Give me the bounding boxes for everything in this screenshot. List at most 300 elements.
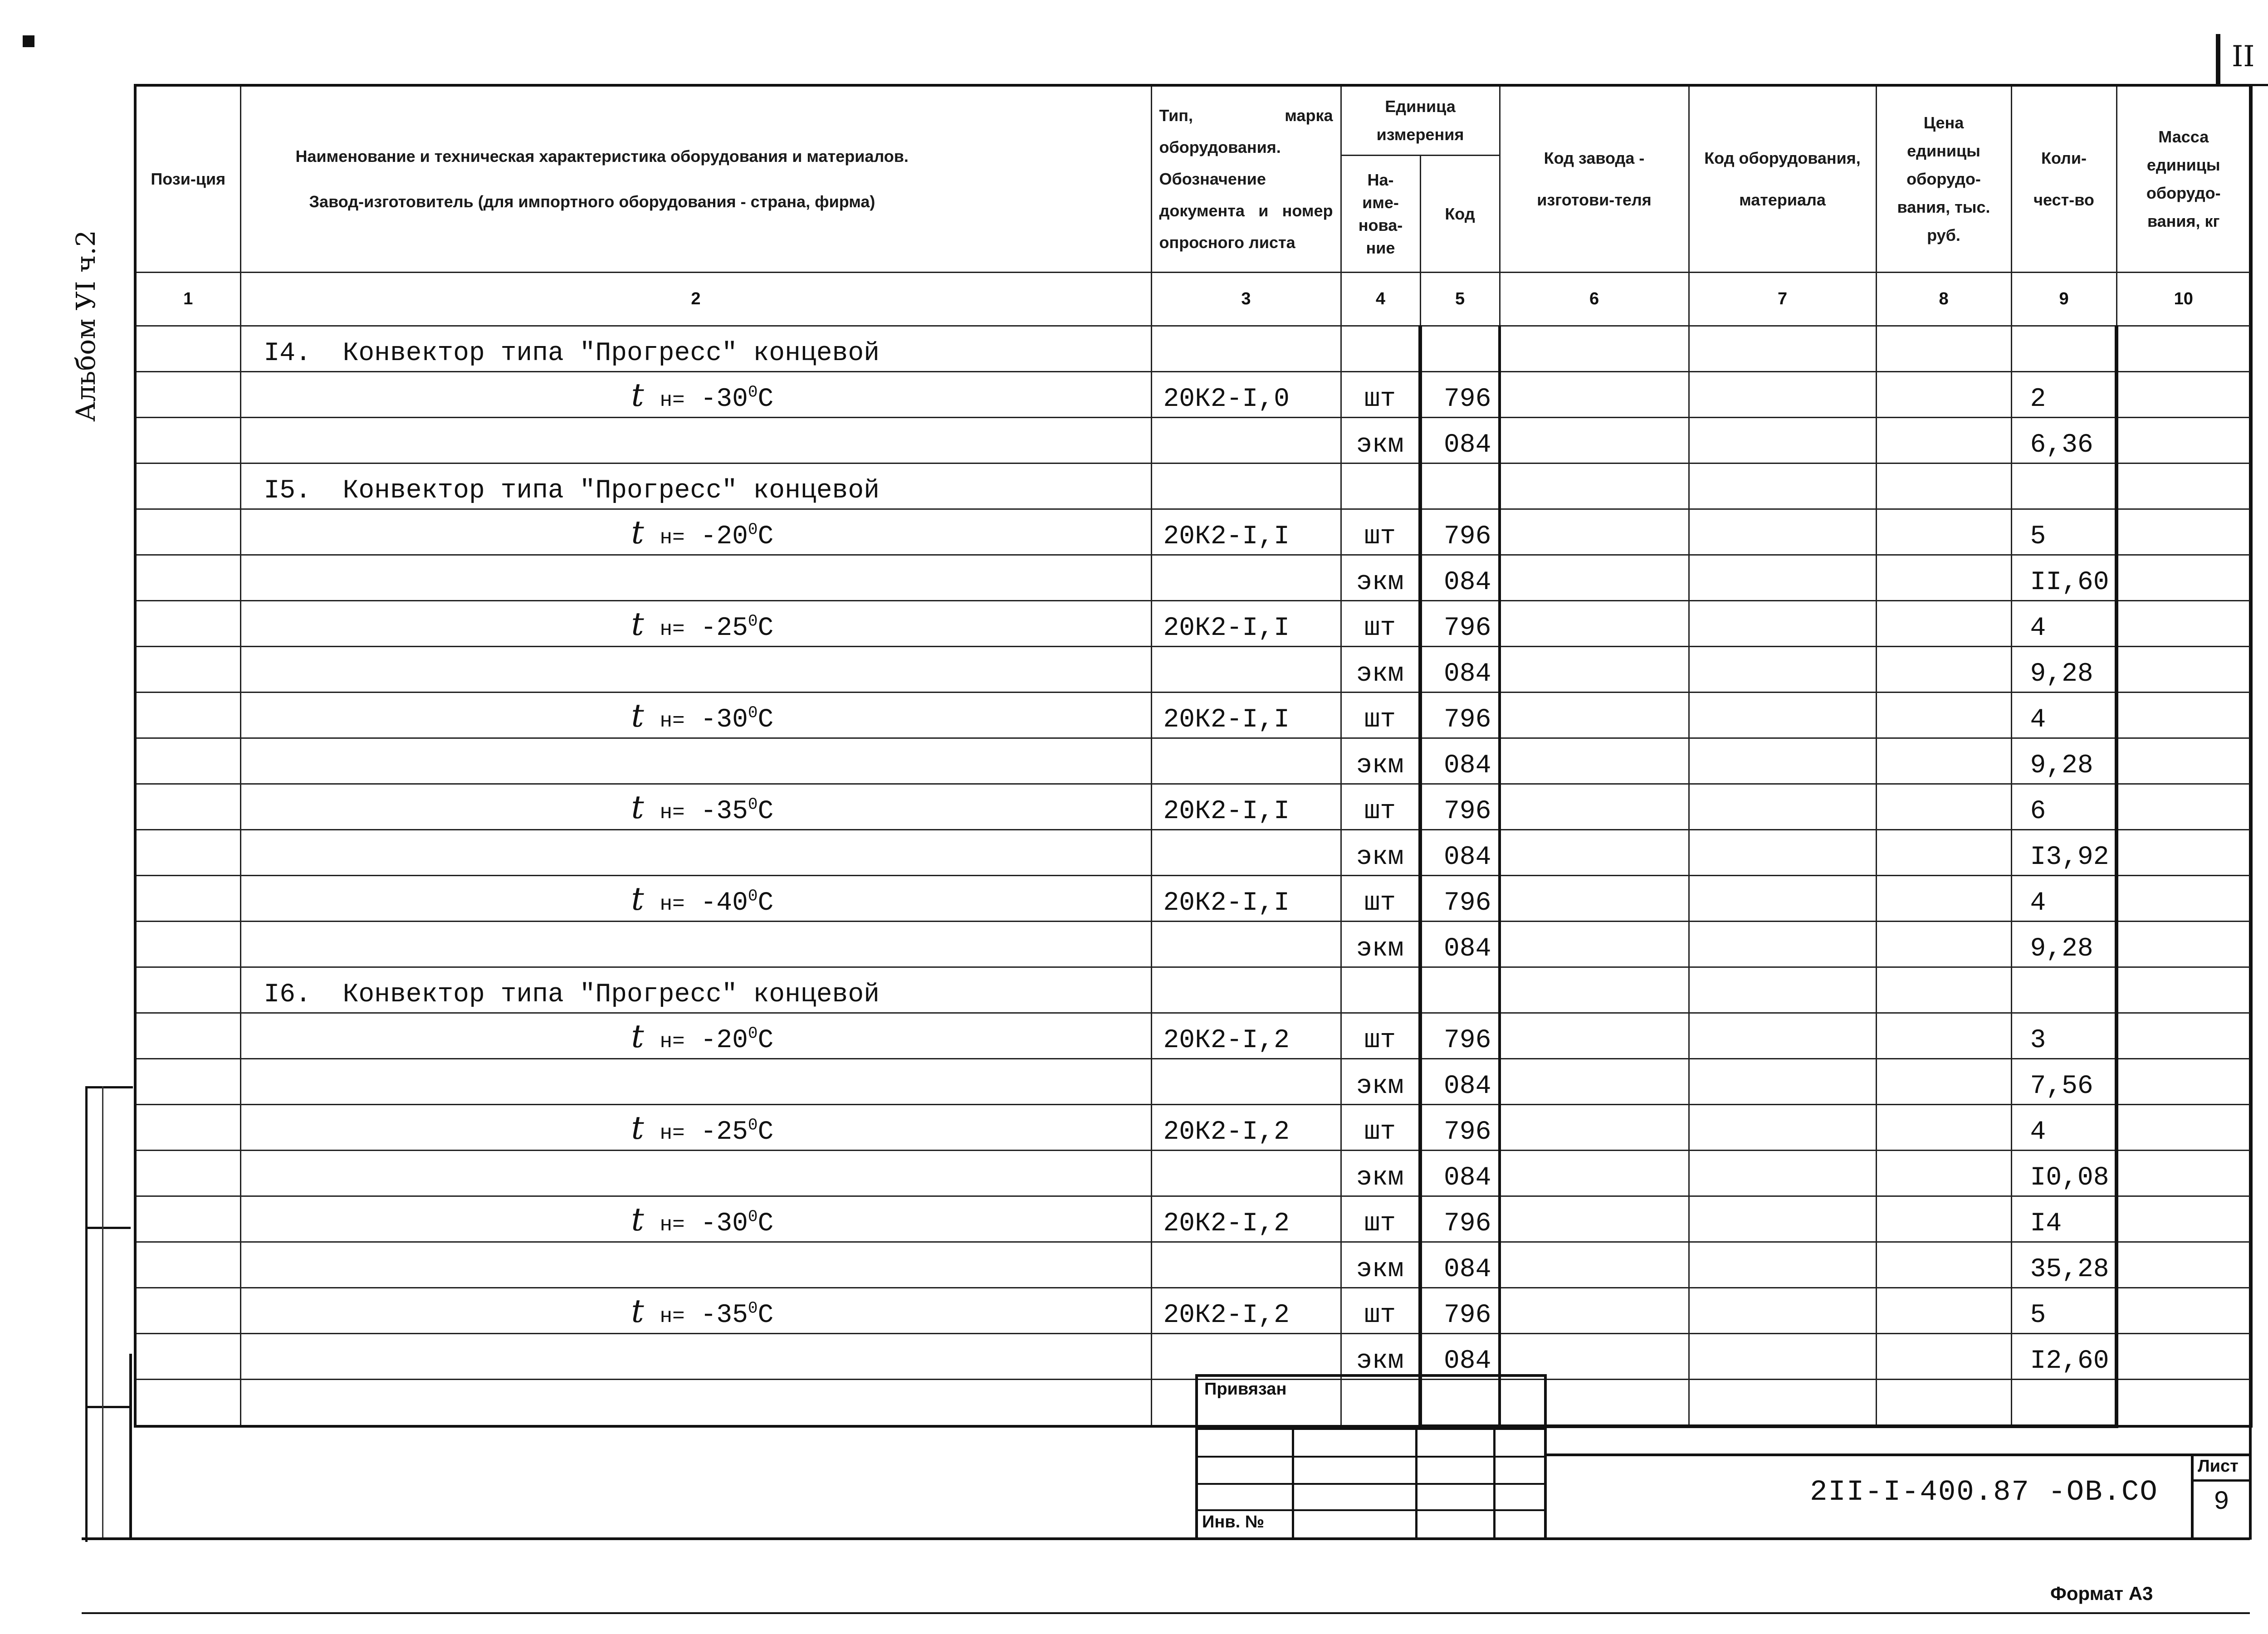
cell-factory-code xyxy=(1500,1059,1689,1105)
header-type: Тип, марка оборудования. Обозначение документа и номер опросного листа xyxy=(1151,85,1341,273)
item-title: Конвектор типа "Прогресс" концевой xyxy=(342,339,880,368)
cell-quantity: II,60 xyxy=(2011,555,2116,601)
degree-mark: 0 xyxy=(748,1116,758,1135)
cell-price xyxy=(1876,601,2011,647)
cell-position xyxy=(135,1288,240,1334)
column-number-3: 3 xyxy=(1151,273,1341,326)
cell-factory-code xyxy=(1500,830,1689,876)
temperature-value: -30 xyxy=(700,385,748,414)
temperature-symbol: t xyxy=(631,605,644,643)
cell-price xyxy=(1876,1151,2011,1196)
cell-equipment-code xyxy=(1689,1059,1876,1105)
header-position: Пози-ция xyxy=(135,85,240,273)
cell-unit-name: шт xyxy=(1341,601,1420,647)
degree-mark: 0 xyxy=(748,1024,758,1043)
temperature-symbol: t xyxy=(631,514,644,551)
table-row xyxy=(135,876,2251,922)
cell-unit-name xyxy=(1341,967,1420,1013)
cell-type xyxy=(1151,1151,1341,1196)
cell-unit-name: шт xyxy=(1341,509,1420,555)
cell-price xyxy=(1876,876,2011,922)
temperature-value: -30 xyxy=(700,1209,748,1239)
cell-name xyxy=(240,1380,1151,1427)
cell-unit-name: экм xyxy=(1341,555,1420,601)
cell-equipment-code xyxy=(1689,601,1876,647)
table-row xyxy=(135,967,2251,1013)
cell-type: 20К2-I,I xyxy=(1151,601,1341,647)
cell-equipment-code xyxy=(1689,967,1876,1013)
temperature-unit: С xyxy=(758,614,774,643)
cell-name xyxy=(240,922,1151,967)
temperature-symbol: t xyxy=(631,697,644,734)
table-row xyxy=(135,418,2251,463)
cell-equipment-code xyxy=(1689,418,1876,463)
stamp-line xyxy=(1415,1428,1418,1539)
cell-position xyxy=(135,693,240,738)
cell-name xyxy=(240,555,1151,601)
temperature-value: -25 xyxy=(700,614,748,643)
cell-position xyxy=(135,784,240,830)
temperature-unit: С xyxy=(758,1026,774,1055)
format-label: Формат А3 xyxy=(2050,1583,2153,1604)
cell-unit-code: 796 xyxy=(1420,876,1500,922)
table-row xyxy=(135,1151,2251,1196)
cell-position xyxy=(135,509,240,555)
cell-name xyxy=(240,1288,1151,1334)
temperature-symbol: t xyxy=(631,1201,644,1238)
cell-unit-name: экм xyxy=(1341,830,1420,876)
cell-name xyxy=(240,326,1151,372)
cell-mass xyxy=(2116,1105,2251,1151)
cell-price xyxy=(1876,1380,2011,1427)
header-price: Цена единицы оборудо-вания, тыс. руб. xyxy=(1876,85,2011,273)
cell-mass xyxy=(2116,738,2251,784)
cell-price xyxy=(1876,784,2011,830)
cell-price xyxy=(1876,693,2011,738)
header-mass: Масса единицы оборудо-вания, кг xyxy=(2116,85,2251,273)
frame-bottom xyxy=(82,1537,2250,1540)
column-number-9: 9 xyxy=(2011,273,2116,326)
cell-unit-code: 796 xyxy=(1420,1105,1500,1151)
cell-unit-code: 084 xyxy=(1420,738,1500,784)
table-row xyxy=(135,1059,2251,1105)
temperature-value: -20 xyxy=(700,522,748,551)
cell-factory-code xyxy=(1500,1196,1689,1242)
cell-unit-name: экм xyxy=(1341,418,1420,463)
cell-type xyxy=(1151,418,1341,463)
cell-quantity: I4 xyxy=(2011,1196,2116,1242)
cell-equipment-code xyxy=(1689,1013,1876,1059)
cell-equipment-code xyxy=(1689,922,1876,967)
cell-factory-code xyxy=(1500,967,1689,1013)
cell-equipment-code xyxy=(1689,1288,1876,1334)
cell-type xyxy=(1151,647,1341,693)
table-row xyxy=(135,1013,2251,1059)
table-row xyxy=(135,372,2251,418)
cell-position xyxy=(135,1380,240,1427)
temperature-unit: С xyxy=(758,1117,774,1147)
table-row xyxy=(135,1380,2251,1427)
stamp-inv-label: Инв. № xyxy=(1202,1512,1265,1532)
cell-unit-code: 084 xyxy=(1420,1151,1500,1196)
cell-type xyxy=(1151,1242,1341,1288)
cell-type: 20К2-I,I xyxy=(1151,784,1341,830)
cell-name xyxy=(240,1013,1151,1059)
cell-name xyxy=(240,1196,1151,1242)
cell-type: 20К2-I,2 xyxy=(1151,1196,1341,1242)
header-factory-code: Код завода - изготови-теля xyxy=(1500,85,1689,273)
cell-unit-name xyxy=(1341,463,1420,509)
temperature-value: -35 xyxy=(700,1301,748,1330)
cell-unit-name: шт xyxy=(1341,1288,1420,1334)
cell-position xyxy=(135,647,240,693)
cell-type xyxy=(1151,738,1341,784)
sheet-number: 9 xyxy=(2214,1488,2229,1517)
cell-price xyxy=(1876,1196,2011,1242)
cell-type xyxy=(1151,967,1341,1013)
cell-unit-name: экм xyxy=(1341,1059,1420,1105)
cell-unit-name: экм xyxy=(1341,738,1420,784)
degree-mark: 0 xyxy=(748,383,758,402)
temperature-subscript: н= xyxy=(660,618,685,641)
cell-factory-code xyxy=(1500,784,1689,830)
cell-unit-name: экм xyxy=(1341,1151,1420,1196)
header-quantity: Коли-чест-во xyxy=(2011,85,2116,273)
cell-mass xyxy=(2116,693,2251,738)
column-number-5: 5 xyxy=(1420,273,1500,326)
cell-mass xyxy=(2116,463,2251,509)
cell-type xyxy=(1151,463,1341,509)
binding-strip-divider xyxy=(85,1406,131,1408)
temperature-unit: С xyxy=(758,385,774,414)
stamp-doc-top-line xyxy=(1547,1454,2250,1456)
cell-position xyxy=(135,555,240,601)
cell-type xyxy=(1151,555,1341,601)
cell-price xyxy=(1876,647,2011,693)
table-row xyxy=(135,784,2251,830)
column-number-1: 1 xyxy=(135,273,240,326)
binding-strip-divider xyxy=(85,1227,131,1229)
cell-equipment-code xyxy=(1689,1380,1876,1427)
cell-type: 20К2-I,2 xyxy=(1151,1105,1341,1151)
header-equipment-code: Код оборудования, материала xyxy=(1689,85,1876,273)
temperature-unit: С xyxy=(758,1301,774,1330)
cell-equipment-code xyxy=(1689,693,1876,738)
cell-position xyxy=(135,1151,240,1196)
temperature-subscript: н= xyxy=(660,1122,685,1145)
cell-unit-name: шт xyxy=(1341,876,1420,922)
table-row xyxy=(135,1242,2251,1288)
cell-position xyxy=(135,326,240,372)
side-label: Альбом УI ч.2 xyxy=(70,230,101,422)
cell-factory-code xyxy=(1500,876,1689,922)
cell-price xyxy=(1876,463,2011,509)
cell-type: 20К2-I,I xyxy=(1151,509,1341,555)
cell-price xyxy=(1876,1242,2011,1288)
cell-mass xyxy=(2116,326,2251,372)
cell-type: 20К2-I,0 xyxy=(1151,372,1341,418)
corner-mark xyxy=(23,35,34,47)
cell-mass xyxy=(2116,922,2251,967)
cell-factory-code xyxy=(1500,647,1689,693)
top-page-number-frame xyxy=(2216,34,2220,84)
table-row xyxy=(135,1288,2251,1334)
degree-mark: 0 xyxy=(748,1207,758,1226)
header-name-line2: Завод-изготовитель (для импортного оборудования - страна, фирма) xyxy=(309,192,875,211)
cell-unit-code: 084 xyxy=(1420,647,1500,693)
column-number-7: 7 xyxy=(1689,273,1876,326)
table-row xyxy=(135,1334,2251,1380)
temperature-symbol: t xyxy=(631,789,644,826)
cell-mass xyxy=(2116,509,2251,555)
degree-mark: 0 xyxy=(748,1299,758,1318)
item-title: Конвектор типа "Прогресс" концевой xyxy=(342,476,880,506)
column-number-row xyxy=(135,273,2251,326)
cell-unit-name: шт xyxy=(1341,372,1420,418)
cell-position xyxy=(135,601,240,647)
cell-position xyxy=(135,876,240,922)
cell-mass xyxy=(2116,1380,2251,1427)
cell-name xyxy=(240,1242,1151,1288)
cell-position xyxy=(135,372,240,418)
cell-quantity: 4 xyxy=(2011,693,2116,738)
cell-factory-code xyxy=(1500,326,1689,372)
table-row xyxy=(135,555,2251,601)
stamp-line xyxy=(1292,1428,1294,1539)
cell-factory-code xyxy=(1500,1334,1689,1380)
temperature-subscript: н= xyxy=(660,1213,685,1237)
cell-quantity: 9,28 xyxy=(2011,922,2116,967)
cell-mass xyxy=(2116,418,2251,463)
cell-position xyxy=(135,1242,240,1288)
cell-unit-name: шт xyxy=(1341,1196,1420,1242)
column-number-4: 4 xyxy=(1341,273,1420,326)
cell-mass xyxy=(2116,1059,2251,1105)
cell-position xyxy=(135,1196,240,1242)
cell-mass xyxy=(2116,1288,2251,1334)
cell-type xyxy=(1151,922,1341,967)
cell-equipment-code xyxy=(1689,1334,1876,1380)
cell-quantity: 35,28 xyxy=(2011,1242,2116,1288)
temperature-value: -25 xyxy=(700,1117,748,1147)
cell-quantity: I2,60 xyxy=(2011,1334,2116,1380)
temperature-subscript: н= xyxy=(660,801,685,824)
cell-factory-code xyxy=(1500,1013,1689,1059)
cell-factory-code xyxy=(1500,738,1689,784)
cell-mass xyxy=(2116,876,2251,922)
cell-position xyxy=(135,1105,240,1151)
cell-type xyxy=(1151,326,1341,372)
cell-quantity xyxy=(2011,463,2116,509)
sheet-label: Лист xyxy=(2198,1457,2239,1476)
table-row xyxy=(135,830,2251,876)
cell-mass xyxy=(2116,967,2251,1013)
cell-quantity: 6 xyxy=(2011,784,2116,830)
item-number: I5. xyxy=(264,476,311,506)
temperature-value: -20 xyxy=(700,1026,748,1055)
temperature-subscript: н= xyxy=(660,389,685,412)
cell-position xyxy=(135,922,240,967)
binding-strip xyxy=(85,1086,133,1542)
cell-equipment-code xyxy=(1689,463,1876,509)
cell-mass xyxy=(2116,372,2251,418)
cell-position xyxy=(135,1334,240,1380)
cell-unit-code: 796 xyxy=(1420,693,1500,738)
temperature-unit: С xyxy=(758,797,774,826)
cell-quantity: 4 xyxy=(2011,876,2116,922)
cell-type xyxy=(1151,1059,1341,1105)
cell-equipment-code xyxy=(1689,555,1876,601)
cell-name xyxy=(240,738,1151,784)
temperature-symbol: t xyxy=(631,880,644,917)
stamp-privyazan-label: Привязан xyxy=(1204,1380,1287,1399)
cell-name xyxy=(240,1151,1151,1196)
cell-factory-code xyxy=(1500,463,1689,509)
cell-type: 20К2-I,2 xyxy=(1151,1013,1341,1059)
cell-equipment-code xyxy=(1689,509,1876,555)
cell-quantity xyxy=(2011,1380,2116,1427)
cell-name xyxy=(240,372,1151,418)
cell-quantity: 2 xyxy=(2011,372,2116,418)
cell-quantity: 7,56 xyxy=(2011,1059,2116,1105)
cell-equipment-code xyxy=(1689,784,1876,830)
cell-factory-code xyxy=(1500,693,1689,738)
cell-equipment-code xyxy=(1689,1105,1876,1151)
cell-equipment-code xyxy=(1689,1151,1876,1196)
cell-mass xyxy=(2116,601,2251,647)
cell-quantity: I3,92 xyxy=(2011,830,2116,876)
cell-unit-code: 084 xyxy=(1420,1334,1500,1380)
cell-name xyxy=(240,784,1151,830)
cell-mass xyxy=(2116,1196,2251,1242)
cell-name xyxy=(240,876,1151,922)
specification-body xyxy=(135,326,2251,1427)
item-title: Конвектор типа "Прогресс" концевой xyxy=(342,980,880,1010)
cell-factory-code xyxy=(1500,1151,1689,1196)
temperature-subscript: н= xyxy=(660,1030,685,1054)
cell-name xyxy=(240,601,1151,647)
temperature-unit: С xyxy=(758,705,774,735)
cell-position xyxy=(135,463,240,509)
cell-factory-code xyxy=(1500,1105,1689,1151)
cell-unit-name: экм xyxy=(1341,922,1420,967)
cell-factory-code xyxy=(1500,1242,1689,1288)
cell-mass xyxy=(2116,784,2251,830)
cell-unit-name: шт xyxy=(1341,784,1420,830)
cell-price xyxy=(1876,830,2011,876)
table-row xyxy=(135,738,2251,784)
cell-position xyxy=(135,738,240,784)
cell-type: 20К2-I,2 xyxy=(1151,1288,1341,1334)
cell-unit-code: 796 xyxy=(1420,1196,1500,1242)
cell-mass xyxy=(2116,1151,2251,1196)
cell-position xyxy=(135,1059,240,1105)
cell-factory-code xyxy=(1500,922,1689,967)
temperature-subscript: н= xyxy=(660,1305,685,1328)
document-code: 2II-I-400.87 -ОВ.СО xyxy=(1810,1476,2158,1509)
cell-name xyxy=(240,693,1151,738)
cell-position xyxy=(135,967,240,1013)
cell-equipment-code xyxy=(1689,647,1876,693)
cell-unit-code xyxy=(1420,463,1500,509)
format-line xyxy=(82,1612,2250,1614)
table-row xyxy=(135,1196,2251,1242)
cell-quantity: 5 xyxy=(2011,1288,2116,1334)
cell-mass xyxy=(2116,1242,2251,1288)
cell-unit-name: шт xyxy=(1341,693,1420,738)
cell-name xyxy=(240,830,1151,876)
cell-quantity: 9,28 xyxy=(2011,647,2116,693)
table-row xyxy=(135,601,2251,647)
cell-equipment-code xyxy=(1689,1242,1876,1288)
cell-type xyxy=(1151,1334,1341,1380)
cell-name xyxy=(240,1059,1151,1105)
cell-price xyxy=(1876,1105,2011,1151)
cell-price xyxy=(1876,1334,2011,1380)
cell-unit-name xyxy=(1341,326,1420,372)
cell-unit-code: 084 xyxy=(1420,830,1500,876)
cell-equipment-code xyxy=(1689,738,1876,784)
cell-equipment-code xyxy=(1689,372,1876,418)
table-row xyxy=(135,509,2251,555)
cell-position xyxy=(135,1013,240,1059)
cell-equipment-code xyxy=(1689,830,1876,876)
cell-quantity: 5 xyxy=(2011,509,2116,555)
cell-type: 20К2-I,I xyxy=(1151,876,1341,922)
cell-price xyxy=(1876,509,2011,555)
cell-unit-code: 796 xyxy=(1420,509,1500,555)
cell-price xyxy=(1876,922,2011,967)
temperature-unit: С xyxy=(758,1209,774,1239)
item-number: I6. xyxy=(264,980,311,1010)
table-row xyxy=(135,1105,2251,1151)
degree-mark: 0 xyxy=(748,795,758,814)
cell-equipment-code xyxy=(1689,1196,1876,1242)
table-row xyxy=(135,463,2251,509)
top-page-number: II xyxy=(2232,40,2255,73)
cell-quantity xyxy=(2011,326,2116,372)
cell-name xyxy=(240,647,1151,693)
cell-mass xyxy=(2116,1334,2251,1380)
binding-strip-inner-line xyxy=(102,1086,103,1540)
header-unit-code: Код xyxy=(1420,156,1500,273)
cell-price xyxy=(1876,1059,2011,1105)
cell-quantity: 9,28 xyxy=(2011,738,2116,784)
header-unit: Единица измерения xyxy=(1341,85,1500,156)
cell-unit-code: 084 xyxy=(1420,922,1500,967)
temperature-value: -40 xyxy=(700,888,748,918)
cell-unit-code: 084 xyxy=(1420,1242,1500,1288)
table-row xyxy=(135,326,2251,372)
cell-unit-code: 796 xyxy=(1420,372,1500,418)
cell-unit-code xyxy=(1420,326,1500,372)
cell-quantity xyxy=(2011,967,2116,1013)
cell-price xyxy=(1876,1288,2011,1334)
column-number-10: 10 xyxy=(2116,273,2251,326)
column-number-2: 2 xyxy=(240,273,1151,326)
cell-mass xyxy=(2116,555,2251,601)
temperature-symbol: t xyxy=(631,1018,644,1055)
cell-price xyxy=(1876,372,2011,418)
degree-mark: 0 xyxy=(748,703,758,722)
cell-price xyxy=(1876,738,2011,784)
cell-name xyxy=(240,509,1151,555)
table-row xyxy=(135,693,2251,738)
specification-table xyxy=(134,84,2253,1428)
cell-type: 20К2-I,I xyxy=(1151,693,1341,738)
cell-quantity: 4 xyxy=(2011,601,2116,647)
cell-name xyxy=(240,463,1151,509)
